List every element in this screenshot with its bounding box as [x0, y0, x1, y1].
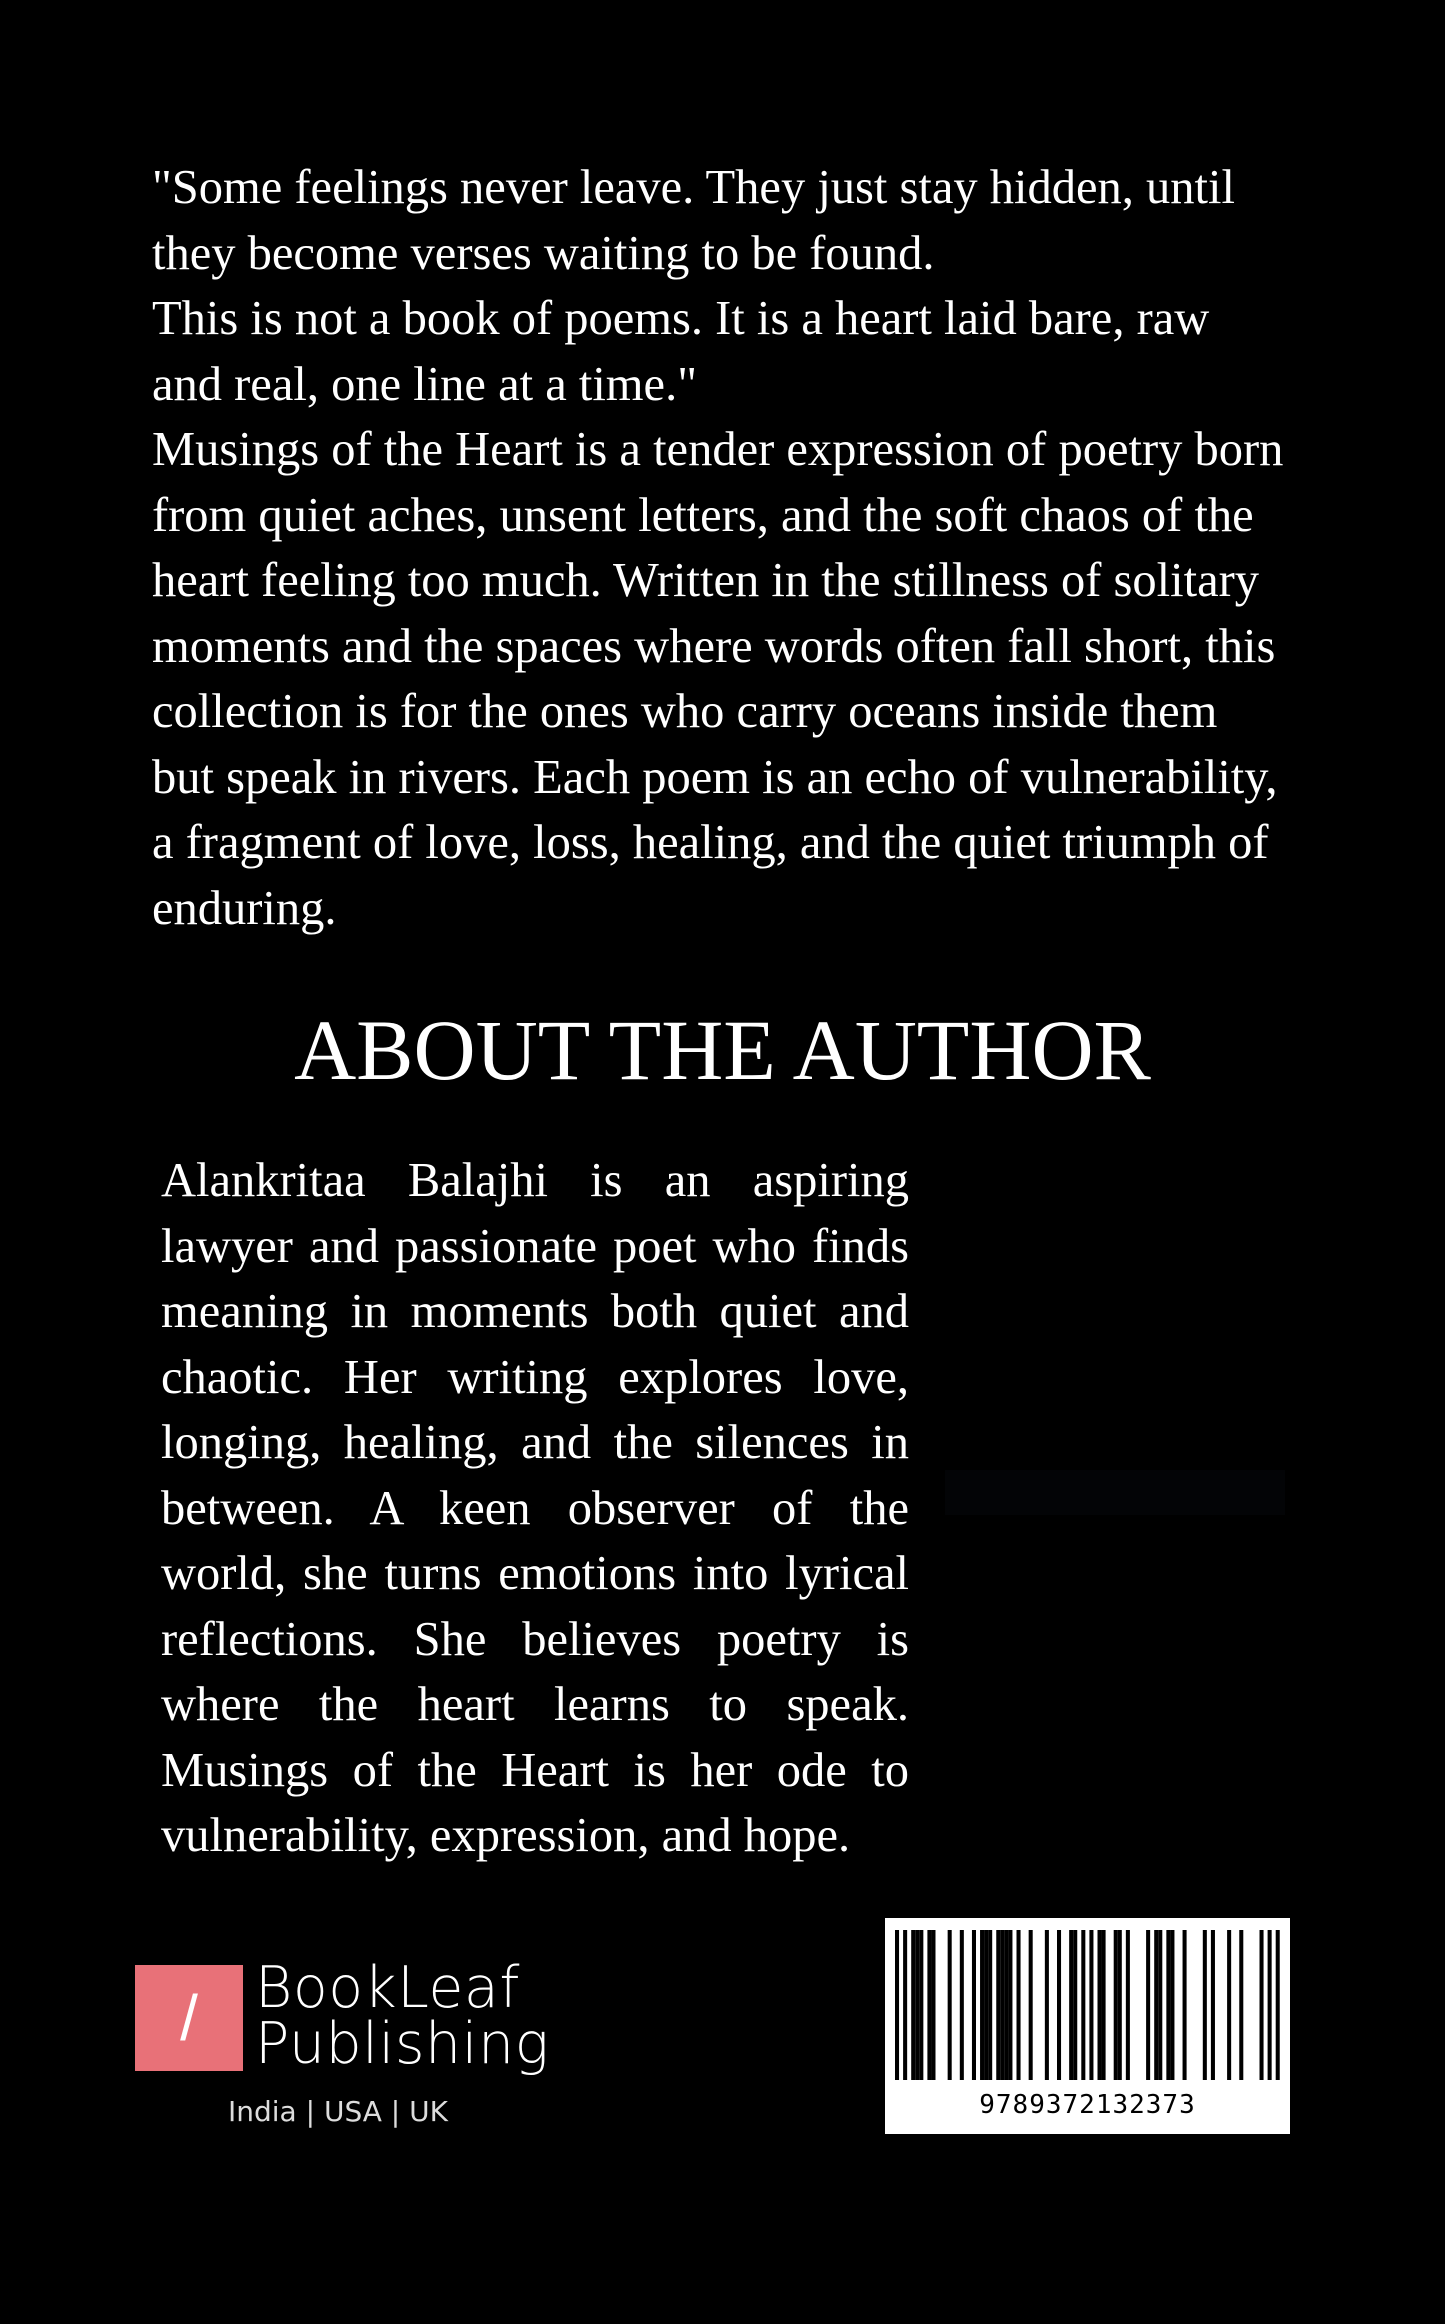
barcode-bar	[960, 1930, 964, 2080]
barcode-bar	[931, 1930, 935, 2080]
barcode-bar	[1029, 1930, 1033, 2080]
barcode-bar	[1183, 1930, 1187, 2080]
isbn-number: 9789372132373	[979, 2090, 1196, 2120]
publisher-name-line2: Publishing	[255, 2011, 550, 2077]
barcode-bar	[1154, 1930, 1158, 2080]
barcode-bar	[927, 1930, 931, 2080]
barcode-bar	[903, 1930, 907, 2080]
blurb-quote: "Some feelings never leave. They just stay hidden, until they become verses waiting to be found. This is not a book of poems. It is a heart laid bare, raw and real, one line at a time."	[152, 161, 1235, 411]
barcode-bar	[911, 1930, 915, 2080]
barcode-bar	[980, 1930, 984, 2080]
barcode-bar	[1268, 1930, 1272, 2080]
about-author-heading: ABOUT THE AUTHOR	[294, 1002, 1151, 1098]
barcode-bar	[1126, 1930, 1130, 2080]
barcode-bar	[1073, 1930, 1077, 2080]
author-bio: Alankritaa Balajhi is an aspiring lawyer and passionate poet who finds meaning in moments both quiet and chaotic. Her writing explores love, longing, healing, and the silences in between. A keen observer of the world, she turns emotions into lyrical reflections. She believes poetry is where the heart learns to speak. Musings of the Heart is her ode to vulnerability, expression, and hope.	[161, 1154, 909, 1862]
barcode-bar	[996, 1930, 1000, 2080]
barcode-bar	[1146, 1930, 1150, 2080]
barcode-bar	[1102, 1930, 1106, 2080]
barcode-bar	[1098, 1930, 1102, 2080]
author-photo	[945, 1470, 1285, 1515]
barcode-bar	[919, 1930, 923, 2080]
barcode-bar	[948, 1930, 952, 2080]
barcode-bar	[915, 1930, 919, 2080]
barcode-bar	[1057, 1930, 1061, 2080]
barcode-bar	[1000, 1930, 1004, 2080]
barcode-bar	[1158, 1930, 1162, 2080]
barcode-bar	[1081, 1930, 1085, 2080]
barcode-bar	[1118, 1930, 1122, 2080]
barcode-bar	[1211, 1930, 1215, 2080]
barcode-bars	[885, 1918, 1290, 2093]
barcode-bar	[972, 1930, 976, 2080]
isbn-barcode	[885, 1918, 1290, 2134]
blurb-description: Musings of the Heart is a tender expression of poetry born from quiet aches, unsent letters, and the soft chaos of the heart feeling too much. Written in the stillness of solitary moments and the spaces where words often fall short, this collection is for the ones who carry oceans inside them but speak in rivers. Each poem is an echo of vulnerability, a fragment of love, loss, healing, and the quiet triumph of enduring.	[152, 423, 1284, 935]
barcode-bar	[1008, 1930, 1012, 2080]
barcode-bar	[988, 1930, 992, 2080]
barcode-bar	[1260, 1930, 1264, 2080]
barcode-bar	[1045, 1930, 1049, 2080]
publisher-regions: India | USA | UK	[228, 2095, 448, 2128]
publisher-name-line1: BookLeaf	[255, 1955, 520, 2021]
barcode-bar	[1069, 1930, 1073, 2080]
logo-slash-mark: /	[180, 1982, 198, 2054]
blurb	[152, 155, 1332, 941]
barcode-bar	[984, 1930, 988, 2080]
barcode-bar	[895, 1930, 899, 2080]
barcode-bar	[1114, 1930, 1118, 2080]
barcode-bar	[1017, 1930, 1021, 2080]
barcode-bar	[1276, 1930, 1280, 2080]
barcode-bar	[1239, 1930, 1243, 2080]
barcode-bar	[1170, 1930, 1174, 2080]
barcode-bar	[1203, 1930, 1207, 2080]
barcode-bar	[1166, 1930, 1170, 2080]
barcode-bar	[1227, 1930, 1231, 2080]
publisher-logo	[135, 1955, 555, 2135]
barcode-bar	[1004, 1930, 1008, 2080]
barcode-bar	[1089, 1930, 1093, 2080]
